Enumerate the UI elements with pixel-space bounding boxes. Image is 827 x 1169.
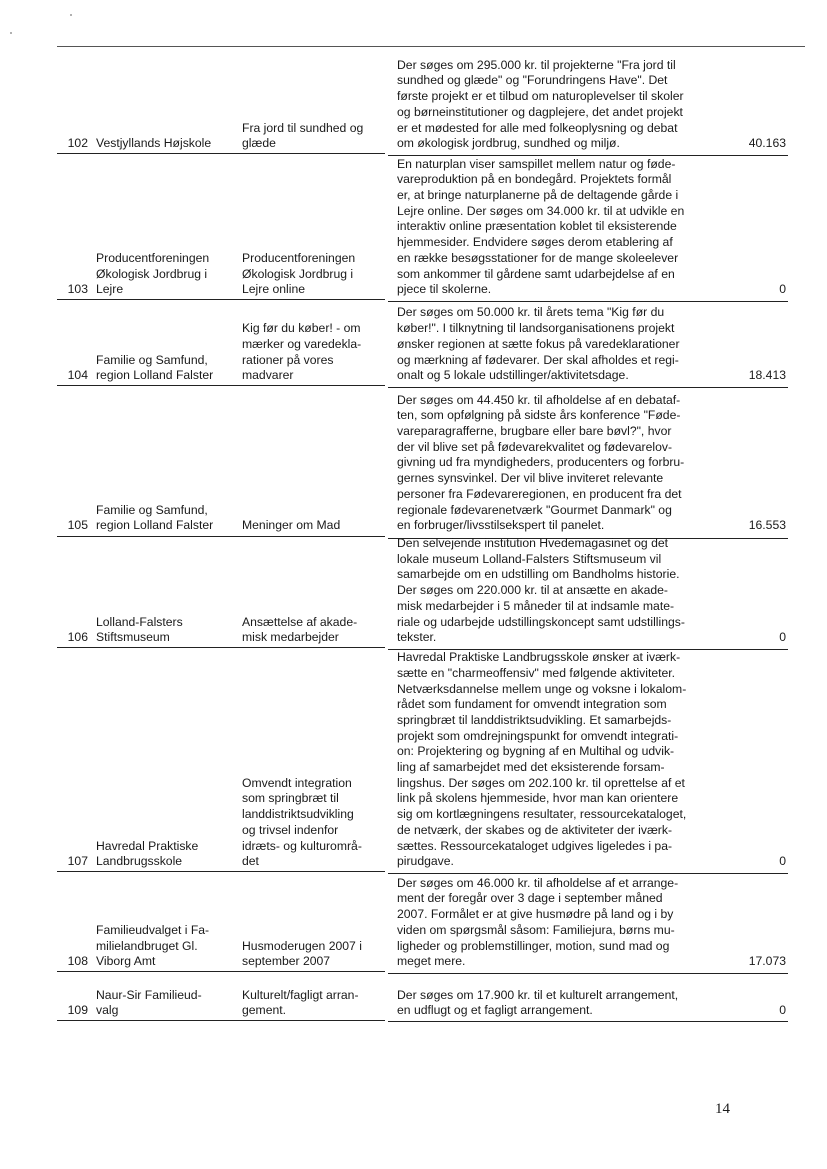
scan-speck — [10, 32, 12, 34]
organisation-name: Familie og Samfund, region Lolland Falster — [96, 352, 214, 383]
project-description: En naturplan viser samspillet mellem natur og føde- vareproduktion på en bondegård. Projektets formål er, at bringe naturplanerne på de deltagende gårde i Lejre online. Der søges om 34.000 kr. til at udvikle en interaktiv online præsentation koblet til eksisterende hjemmesider. Endvidere søges derom etablering af en række besøgsstationer for de mange skoleelever som ankommer til gårdene samt udarbejdelse af en pjece til skolerne. — [397, 156, 685, 297]
project-title: Omvendt integration som springbræt til landdistriktsudvikling og trivsel indenfor idræts- og kulturområ- det — [242, 775, 362, 869]
organisation-name: Lolland-Falsters Stiftsmuseum — [96, 614, 183, 645]
row-number: 105 — [67, 518, 88, 533]
project-title: Producentforeningen Økologisk Jordbrug i Lejre online — [242, 250, 356, 297]
granted-amount: 40.163 — [748, 136, 786, 151]
row-number: 104 — [67, 368, 88, 383]
scan-speck — [70, 14, 72, 16]
row-divider — [388, 1021, 788, 1022]
project-description: Der søges om 50.000 kr. til årets tema "Kig før du køber!". I tilknytning til landsorganisationens projekt ønsker regionen at sætte fokus på varedeklarationer og mærkning af fødevarer. Der skal afholdes et regi- onalt og 5 lokale udstillinger/aktivitetsdage. — [397, 305, 680, 383]
row-divider — [57, 299, 385, 300]
project-description: Havredal Praktiske Landbrugsskole ønsker at iværk- sætte en "charmeoffensiv" med følgende aktiviteter. Netværksdannelse mellem unge og voksne i lokalom- rådet som fundament for omvendt integration som springbræt til landdistriktsudvikling. Et samarbejds- projekt som omdrejningspunkt for omvendt integrati- on: Projektering og bygning af en Multihal og udvik- ling af samarbejdet med det eksisterende forsam- lingshus. Der søges om 202.100 kr. til oprettelse af et link på skolens hjemmeside, hvor man kan orientere sig om kortlægningens resultater, ressourcekataloget, de netværk, der skabes og de aktiviteter der iværk- sættes. Ressourcekataloget udgives ligeledes i pa- pirudgave. — [397, 650, 687, 869]
project-title: Kig før du køber! - om mærker og varedekla- rationer på vores madvarer — [242, 321, 362, 383]
row-number: 107 — [67, 854, 88, 869]
project-title: Kulturelt/fagligt arran- gement. — [242, 987, 359, 1018]
granted-amount: 18.413 — [748, 368, 786, 383]
organisation-name: Naur-Sir Familieud- valg — [96, 987, 202, 1018]
organisation-name: Producentforeningen Økologisk Jordbrug i Lejre — [96, 250, 210, 297]
table-row — [0, 391, 827, 534]
organisation-name: Familie og Samfund, region Lolland Falster — [96, 502, 214, 533]
row-divider — [57, 536, 385, 537]
table-row — [0, 155, 827, 298]
table-row — [0, 650, 827, 870]
row-number: 103 — [67, 282, 88, 297]
project-description: Der søges om 295.000 kr. til projekterne "Fra jord til sundhed og glæde" og "Forundringens Have". Det første projekt er et tilbud om naturoplevelser til skoler og børneinstitutioner og dagplejere, det andet projekt er et mødested for alle med folkeoplysning og debat om økologisk jordbrug, sundhed og miljø. — [397, 57, 684, 151]
row-number: 106 — [67, 630, 88, 645]
page-number: 14 — [715, 1101, 730, 1117]
project-title: Husmoderugen 2007 i september 2007 — [242, 938, 362, 969]
table-top-rule — [57, 46, 805, 47]
project-title: Ansættelse af akade- misk medarbejder — [242, 614, 358, 645]
row-divider — [388, 301, 788, 302]
row-number: 108 — [67, 954, 88, 969]
project-description: Den selvejende institution Hvedemagasinet og det lokale museum Lolland-Falsters Stiftsmuseum vil samarbejde om en udstilling om Bandholms historie. Der søges om 220.000 kr. til at ansætte en akade- misk medarbejder i 5 måneder til at indsamle mate- riale og udarbejde udstillingskoncept samt udstillings- tekster. — [397, 536, 685, 645]
granted-amount: 0 — [779, 854, 786, 869]
table-row — [0, 987, 827, 1019]
organisation-name: Vestjyllands Højskole — [96, 136, 212, 151]
granted-amount: 0 — [779, 1003, 786, 1018]
row-divider — [57, 971, 385, 972]
project-description: Der søges om 44.450 kr. til afholdelse af en debataf- ten, som opfølgning på sidste års konference "Føde- vareparagrafferne, brugbare eller bare bøvl?", hvor der vil blive set på fødevarekvalitet og fødevarelov- givning ud fra myndigheders, producenters og forbru- gernes synsvinkel. Der vil blive inviteret relevante personer fra Fødevareregionen, en producent fra det regionale fødevarenetværk "Gourmet Danmark" og en forbruger/livsstilsekspert til panelet. — [397, 392, 685, 533]
granted-amount: 17.073 — [748, 954, 786, 969]
project-description: Der søges om 17.900 kr. til et kulturelt arrangement, en udflugt og et fagligt arrangement. — [397, 987, 679, 1018]
row-number: 102 — [67, 136, 88, 151]
table-row — [0, 877, 827, 970]
table-row — [0, 56, 827, 152]
row-divider — [57, 647, 385, 648]
project-description: Der søges om 46.000 kr. til afholdelse af et arrange- ment der foregår over 3 dage i september måned 2007. Formålet er at give husmødre på land og i by viden om spørgsmål såsom: Familiejura, børns mu- ligheder og problemstillinger, motion, sund mad og meget mere. — [397, 875, 679, 969]
row-divider — [57, 385, 385, 386]
granted-amount: 0 — [779, 282, 786, 297]
table-row — [0, 538, 827, 646]
table-row — [0, 305, 827, 384]
row-divider — [388, 387, 788, 388]
granted-amount: 0 — [779, 630, 786, 645]
organisation-name: Havredal Praktiske Landbrugsskole — [96, 838, 199, 869]
row-divider — [57, 153, 385, 154]
row-number: 109 — [67, 1003, 88, 1018]
project-title: Meninger om Mad — [242, 518, 341, 533]
project-title: Fra jord til sundhed og glæde — [242, 120, 364, 151]
organisation-name: Familieudvalget i Fa- milielandbruget Gl. Viborg Amt — [96, 922, 210, 969]
row-divider — [388, 873, 788, 874]
granted-amount: 16.553 — [748, 518, 786, 533]
row-divider — [388, 973, 788, 974]
row-divider — [57, 1020, 385, 1021]
row-divider — [57, 871, 385, 872]
